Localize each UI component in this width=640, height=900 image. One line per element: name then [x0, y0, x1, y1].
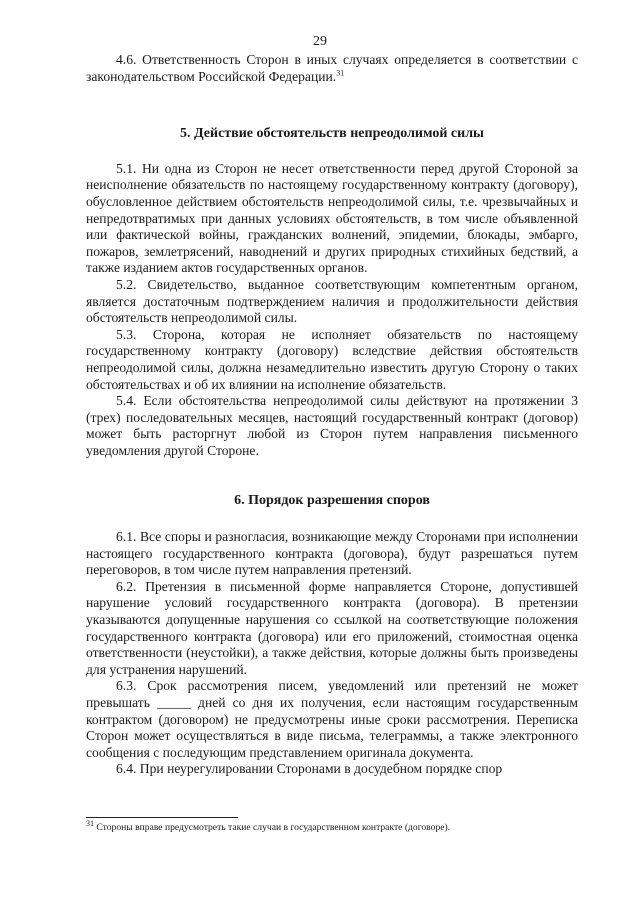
footnote-reference[interactable]: 31 [336, 68, 345, 78]
clause-4-6 [86, 52, 578, 85]
clause-5-4: 5.4. Если обстоятельства непреодолимой силы действуют на протяжении 3 (трех) последовательных месяцев, настоящий государственный контракт (договор) может быть расторгнут любой из Сторон путем направления письменного уведомления другой Стороне. [86, 393, 578, 458]
section-6-title: 6. Порядок разрешения споров [234, 493, 430, 509]
clause-5-1: 5.1. Ни одна из Сторон не несет ответственности перед другой Стороной за неисполнение обязательств по настоящему государственному контракту (договору), обусловленное действием обстоятельств непреодолимой силы, т.е. чрезвычайных и непредотвратимых при данных условиях обстоятельств, в том числе объявленной или фактической войны, гражданских волнений, эпидемии, блокады, эмбарго, пожаров, землетрясений, наводнений и других природных стихийных бедствий, а также изданием актов государственных органов. [86, 160, 578, 276]
footnote-number: 31 [86, 818, 94, 828]
clause-6-3: 6.3. Срок рассмотрения писем, уведомлений или претензий не может превышать _____ дней со дня их получения, если настоящим государственным контрактом (договором) не предусмотрены иные сроки рассмотрения. Переписка Сторон может осуществляться в виде письма, телеграммы, а также электронного сообщения с последующим представлением оригинала документа. [86, 678, 578, 760]
footnote-text: Стороны вправе предусмотреть такие случаи в государственном контракте (договоре). [96, 822, 451, 833]
clause-5-3: 5.3. Сторона, которая не исполняет обязательств по настоящему государственному контракту (договору) вследствие действия обстоятельств непреодолимой силы, должна незамедлительно известить другую Сторону о таких обстоятельствах и об их влиянии на исполнение обязательств. [86, 326, 578, 392]
footnote-divider [86, 817, 238, 818]
section-5-title: 5. Действие обстоятельств непреодолимой силы [180, 126, 484, 142]
page-number: 29 [313, 34, 327, 49]
clause-6-1: 6.1. Все споры и разногласия, возникающие между Сторонами при исполнении настоящего государственного контракта (договора), будут разрешаться путем переговоров, в том числе путем направления претензий. [86, 529, 578, 578]
footnote [86, 818, 578, 834]
clause-6-4: 6.4. При неурегулировании Сторонами в досудебном порядке спор [116, 761, 503, 777]
clause-5-2: 5.2. Свидетельство, выданное соответствующим компетентным органом, является достаточным подтверждением наличия и продолжительности действия обстоятельств непреодолимой силы. [86, 276, 578, 326]
clause-4-6-text: 4.6. Ответственность Сторон в иных случаях определяется в соответствии с законодательством Российской Федерации. [86, 52, 578, 84]
clause-6-2: 6.2. Претензия в письменной форме направляется Стороне, допустившей нарушение условий государственного контракта (договора). В претензии указываются допущенные нарушения со ссылкой на соответствующие положения государственного контракта (договора) или его приложений, стоимостная оценка ответственности (неустойки), а также действия, которые должны быть произведены для устранения нарушений. [86, 578, 578, 677]
document-body [86, 52, 578, 778]
